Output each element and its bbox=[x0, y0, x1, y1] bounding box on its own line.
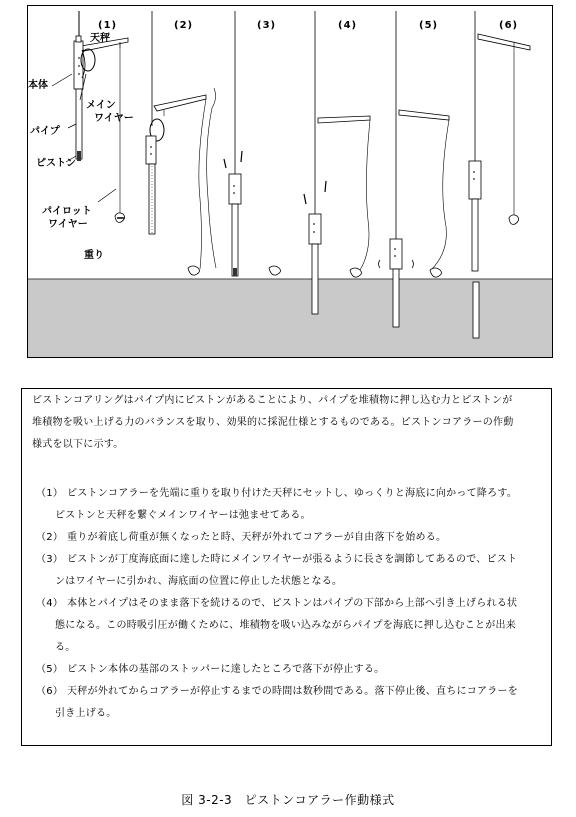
item-2-line-1: 重りが着底し荷重が無くなったと時、天秤が外れてコアラーが自由落下を始める。 bbox=[67, 532, 447, 543]
item-6-line-2: 引き上げる。 bbox=[55, 708, 117, 719]
stage-number-3: (3) bbox=[257, 20, 277, 31]
label-pilot-wire-1: パイロット bbox=[42, 206, 92, 217]
stage-4 bbox=[304, 11, 370, 314]
item-3-line-1: ピストンが丁度海底面に達した時にメインワイヤーが張るように長さを調節してあるので、ピスト bbox=[67, 554, 518, 565]
label-pipe: パイプ bbox=[30, 126, 60, 137]
item-6-number: （6） bbox=[36, 686, 64, 697]
item-5-number: （5） bbox=[36, 664, 64, 675]
item-1-line-2: ピストンと天秤を繋ぐメインワイヤーは弛ませてある。 bbox=[55, 510, 311, 521]
label-tenbin: 天秤 bbox=[90, 33, 110, 44]
item-4-number: （4） bbox=[36, 598, 64, 609]
item-6-line-1: 天秤が外れてからコアラーが停止するまでの時間は数秒間である。落下停止後、直ちにコアラーを bbox=[67, 686, 518, 697]
label-hontai: 本体 bbox=[28, 80, 48, 91]
item-4-line-1: 本体とパイプはそのまま落下を続けるので、ピストンはパイプの下部から上部へ引き上げられる状 bbox=[67, 598, 518, 609]
stage-number-5: (5) bbox=[419, 20, 439, 31]
stage-number-2: (2) bbox=[174, 20, 194, 31]
item-4-line-2: 態になる。この時吸引圧が働くために、堆積物を吸い込みながらパイプを海底に押し込むことが出来 bbox=[55, 620, 516, 631]
label-piston: ピストン bbox=[36, 158, 76, 169]
intro-line-1: ピストンコアリングはパイプ内にピストンがあることにより、パイプを堆積物に押し込む力とピストンが bbox=[32, 395, 513, 406]
item-1-line-1: ピストンコアラーを先端に重りを取り付けた天秤にセットし、ゆっくりと海底に向かって降ろす。 bbox=[67, 488, 518, 499]
stage-number-6: (6) bbox=[499, 20, 519, 31]
label-main-wire-2: ワイヤー bbox=[94, 113, 134, 124]
figure-caption: 図 3-2-3 ピストンコアラー作動様式 bbox=[181, 793, 395, 807]
label-pilot-wire-2: ワイヤー bbox=[48, 219, 88, 230]
item-3-number: （3） bbox=[36, 554, 64, 565]
stage-2 bbox=[146, 11, 206, 275]
item-5-line-1: ピストン本体の基部のストッパーに達したところで落下が停止する。 bbox=[67, 664, 385, 675]
intro-line-3: 様式を以下に示す。 bbox=[32, 439, 124, 450]
label-weight: 重り bbox=[84, 250, 104, 261]
item-3-line-2: ンはワイヤーに引かれ、海底面の位置に停止した状態となる。 bbox=[55, 576, 343, 587]
stage-number-4: (4) bbox=[338, 20, 358, 31]
description-box bbox=[21, 388, 552, 746]
label-lines bbox=[52, 74, 116, 202]
item-4-line-3: る。 bbox=[55, 642, 76, 653]
stage-3 bbox=[207, 11, 281, 276]
stage-number-1: (1) bbox=[98, 20, 118, 31]
item-1-number: （1） bbox=[36, 488, 64, 499]
piston-corer-diagram bbox=[27, 5, 553, 358]
intro-line-2: 堆積物を吸い上げる力のバランスを取り、効果的に採泥仕様とするものである。ピストンコアラーの作動 bbox=[32, 417, 514, 428]
label-main-wire-1: メイン bbox=[86, 100, 116, 111]
item-2-number: （2） bbox=[36, 532, 64, 543]
